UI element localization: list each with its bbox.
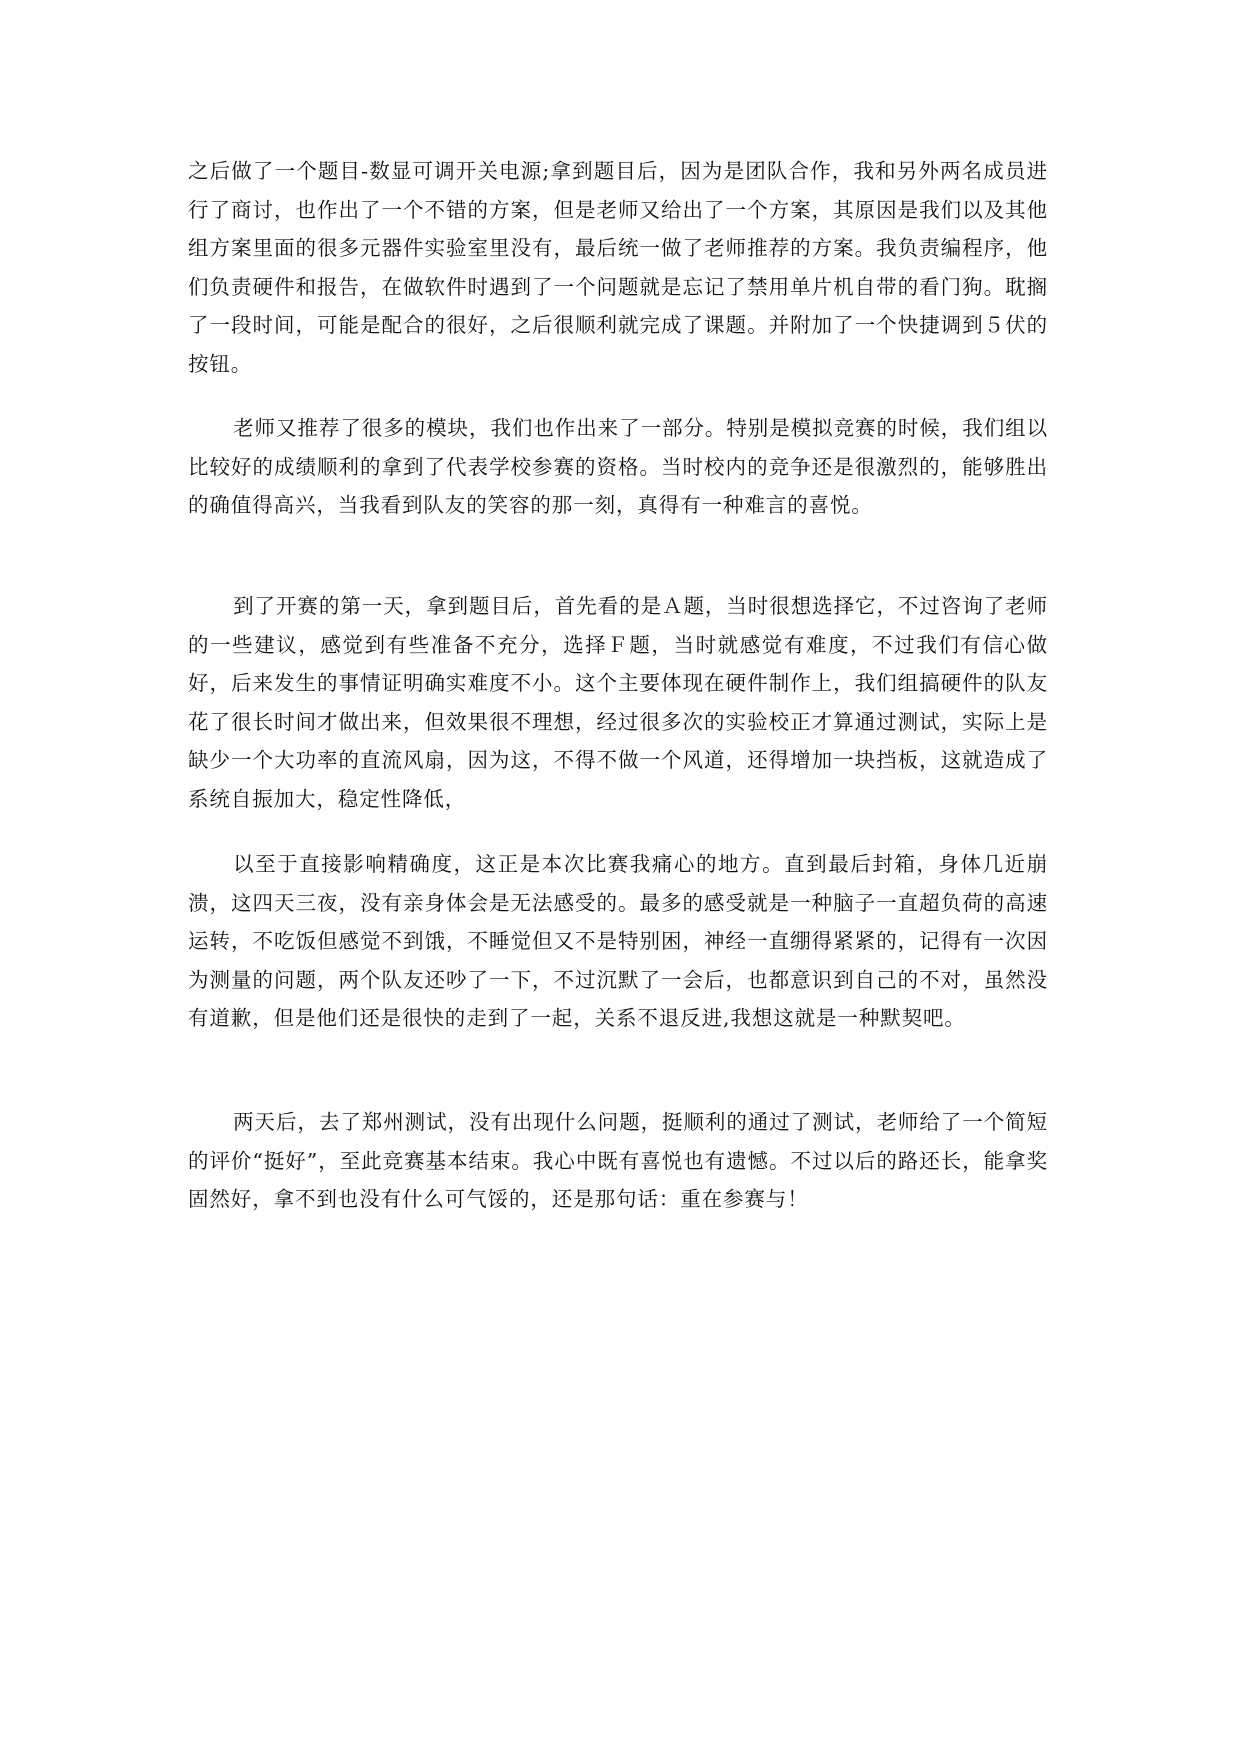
paragraph-1: 之后做了一个题目-数显可调开关电源;拿到题目后，因为是团队合作，我和另外两名成员进行了商讨，也作出了一个不错的方案，但是老师又给出了一个方案，其原因是我们以及其他组方案里面的很多元器件实验室里没有，最后统一做了老师推荐的方案。我负责编程序，他们负责硬件和报告，在做软件时遇到了一个问题就是忘记了禁用单片机自带的看门狗。耽搁了一段时间，可能是配合的很好，之后很顺利就完成了课题。并附加了一个快捷调到５伏的按钮。 [188,159,1048,376]
paragraph-3: 到了开赛的第一天，拿到题目后，首先看的是Ａ题，当时很想选择它，不过咨询了老师的一些建议，感觉到有些准备不充分，选择Ｆ题，当时就感觉有难度，不过我们有信心做好，后来发生的事情证明确实难度不小。这个主要体现在硬件制作上，我们组搞硬件的队友花了很长时间才做出来，但效果很不理想，经过很多次的实验校正才算通过测试，实际上是缺少一个大功率的直流风扇，因为这，不得不做一个风道，还得增加一块挡板，这就造成了系统自振加大，稳定性降低， [188,594,1048,811]
paragraph-2: 老师又推荐了很多的模块，我们也作出来了一部分。特别是模拟竞赛的时候，我们组以比较好的成绩顺利的拿到了代表学校参赛的资格。当时校内的竞争还是很激烈的，能够胜出的确值得高兴，当我看到队友的笑容的那一刻，真得有一种难言的喜悦。 [188,416,1048,518]
paragraph-4: 以至于直接影响精确度，这正是本次比赛我痛心的地方。直到最后封箱，身体几近崩溃，这四天三夜，没有亲身体会是无法感受的。最多的感受就是一种脑子一直超负荷的高速运转，不吃饭但感觉不到饿，不睡觉但又不是特别困，神经一直绷得紧紧的，记得有一次因为测量的问题，两个队友还吵了一下，不过沉默了一会后，也都意识到自己的不对，虽然没有道歉，但是他们还是很快的走到了一起，关系不退反进,我想这就是一种默契吧。 [188,852,1048,1031]
paragraph-5: 两天后，去了郑州测试，没有出现什么问题，挺顺利的通过了测试，老师给了一个简短的评价“挺好”，至此竞赛基本结束。我心中既有喜悦也有遗憾。不过以后的路还长，能拿奖固然好，拿不到也没有什么可气馁的，还是那句话：重在参赛与！ [188,1110,1048,1212]
